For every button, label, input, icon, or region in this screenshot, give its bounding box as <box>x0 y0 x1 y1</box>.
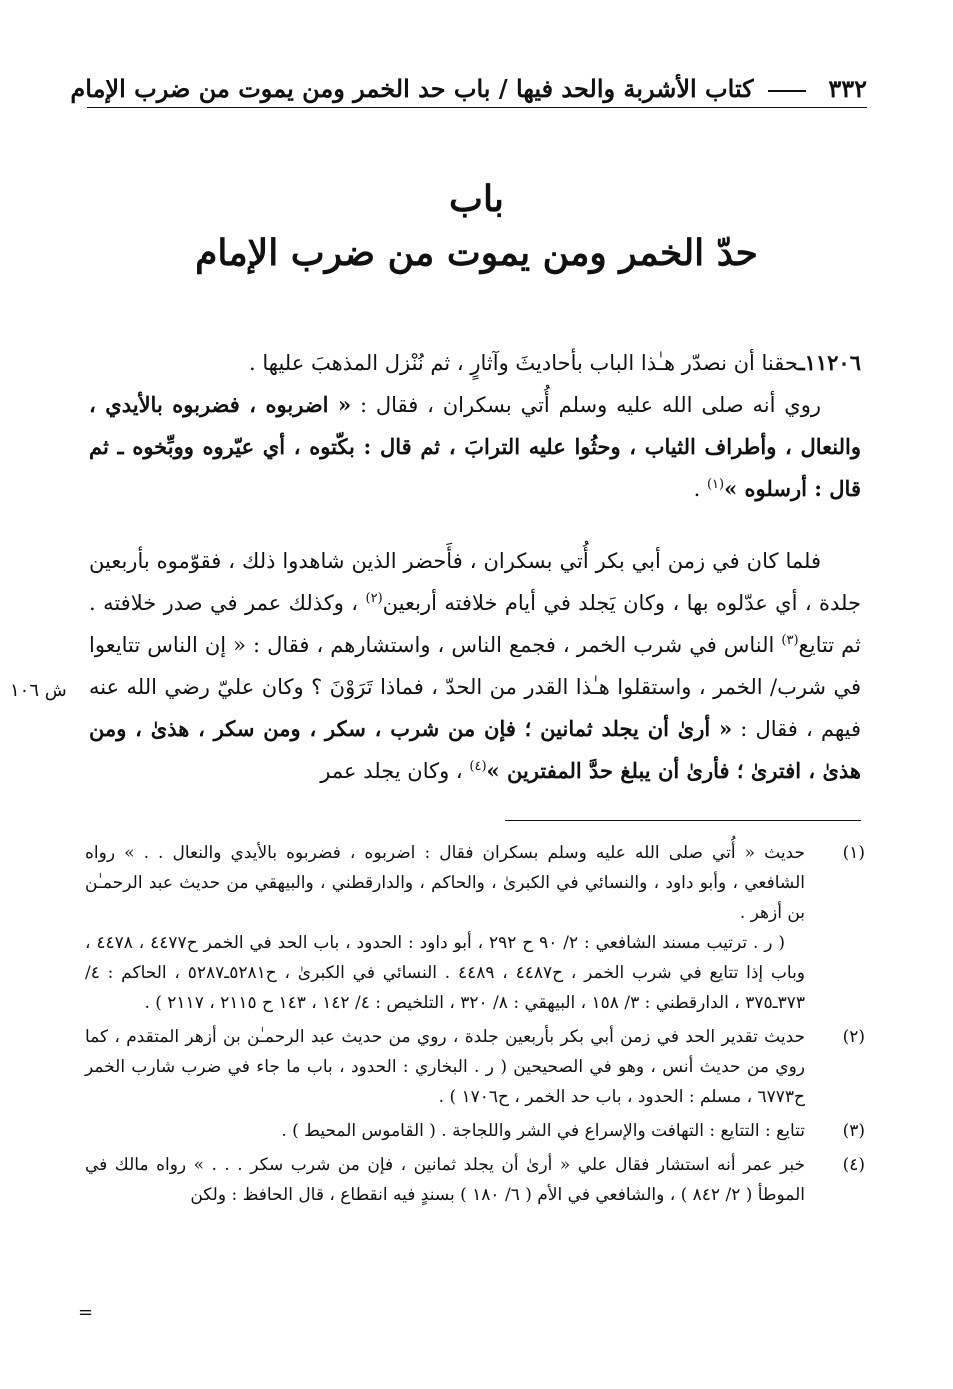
footnote-number: (٤) <box>842 1155 865 1175</box>
footnote-ref-3[interactable]: (٣) <box>781 633 799 648</box>
chapter-label: باب <box>449 178 504 220</box>
footnotes <box>85 838 865 1210</box>
hadith-text: روي أنه صلى الله عليه وسلم أُتي بسكران ، فقال : <box>359 393 821 417</box>
paragraph-intro <box>89 342 861 384</box>
footnote-number: (١) <box>842 843 865 863</box>
margin-note: ش ١٠٦ <box>10 680 67 701</box>
footnote-ref-2[interactable]: (٢) <box>365 591 383 606</box>
paragraph-number: ١١٢٠٦ـ <box>798 350 861 375</box>
text-segment-1: فلما كان في زمن أبي بكر أُتي بسكران ، فأَحضر الذين شاهدوا ذلك ، فقوّموه بأربعين جلدة ، أي عدّلوه بها ، وكان يَجلد في أيام خلافته أربعين <box>89 549 861 615</box>
footnote-text: خبر عمر أنه استشار فقال علي « أرىٰ أن يجلد ثمانين ، فإن من شرب سكر . . . » رواه مالك في الموطأ ( ٢/ ٨٤٢ ) ، والشافعي في الأم ( ٦/ ١٨٠ ) بسندٍ فيه انقطاع ، قال الحافظ : ولكن <box>85 1155 805 1205</box>
paragraph-abu-bakr <box>89 540 861 792</box>
abu-bakr-text <box>89 540 861 792</box>
footnote-1 <box>85 838 865 1018</box>
footnote-4 <box>85 1150 865 1210</box>
footnote-references: ( ر . ترتيب مسند الشافعي : ٢/ ٩٠ ح ٢٩٢ ، أبو داود : الحدود ، باب الحد في الخمر ح٤٤٧٧ ، ٤٤٧٨ ، وباب إذا تتايع في شرب الخمر ، ح٤٤٨٧ ، ٤٤٨٩ . النسائي في الكبرىٰ ، ح٥٢٨١ـ٥٢٨٧ ، الحاكم : ٤/ ٣٧٣ـ٣٧٥ ، الدارقطني : ٣/ ١٥٨ ، البيهقي : ٨/ ٣٢٠ ، التلخيص : ٤/ ١٤٢ ، ١٤٣ ح ٢١١٥ ، ٢١١٧ ) . <box>85 933 806 1013</box>
running-title: كتاب الأشربة والحد فيها / باب حد الخمر ومن يموت من ضرب الإمام <box>70 74 754 103</box>
footnote-text: حديث تقدير الحد في زمن أبي بكر بأربعين جلدة ، روي من حديث عبد الرحمـٰن بن أزهر المتقدم ، كما روي من حديث أنس ، وهو في الصحيحين ( ر . البخاري : الحدود ، باب ما جاء في ضرب شارب الخمر ح٦٧٧٣ ، مسلم : الحدود ، باب حد الخمر ، ح١٧٠٦ ) . <box>85 1027 805 1107</box>
text-segment-3: الناس في شرب الخمر ، فجمع الناس ، واستشارهم ، فقال : « إن الناس تتايعوا في شرب/ الخمر ، واستقلوا هـٰذا القدر من الحدّ ، فماذا تَرَوْنَ ؟ وكان عليّ رضي الله عنه فيهم ، فقال : <box>89 633 861 741</box>
footnote-ref-4[interactable]: (٤) <box>469 759 487 774</box>
hadith-quote: « اضربوه ، فضربوه بالأيدي ، والنعال ، وأطراف الثياب ، وحثُوا عليه الترابَ ، ثم قال : بكّتوه ، أي عيّروه ووبِّخوه ـ ثم قال : أرسلوه » <box>89 392 861 501</box>
hadith-end: . <box>693 477 707 501</box>
paragraph-11206 <box>89 342 861 510</box>
footnote-number: (٣) <box>842 1121 865 1141</box>
footnote-separator <box>505 820 861 821</box>
text-segment-2: ، وكذلك عمر في صدر خلافته . ثم تتايع <box>89 591 861 657</box>
chapter-title: حدّ الخمر ومن يموت من ضرب الإمام <box>195 232 758 274</box>
footnote-text: تتايع : التتايع : التهافت والإسراع في الشر واللجاجة . ( القاموس المحيط ) . <box>281 1121 805 1141</box>
footnote-number: (٢) <box>842 1027 865 1047</box>
text-segment-4: ، وكان يجلد عمر <box>320 759 470 783</box>
footnote-2 <box>85 1022 865 1112</box>
intro-text: حقنا أن نصدّر هـٰذا الباب بأحاديثَ وآثارٍ ، ثم نُنْزل المذهبَ عليها . <box>249 351 799 375</box>
footnote-ref-1[interactable]: (١) <box>706 477 725 492</box>
footnote-text: حديث « أُتي صلى الله عليه وسلم بسكران فقال : اضربوه ، فضربوه بالأيدي والنعال . . » رواه الشافعي ، وأبو داود ، والنسائي في الكبرىٰ ، والحاكم ، والدارقطني ، والبيهقي من حديث عبد الرحمـٰن بن أزهر . <box>85 843 805 923</box>
hadith-paragraph <box>89 384 861 510</box>
running-header <box>70 74 867 108</box>
ali-quote: « أرىٰ أن يجلد ثمانين ؛ فإن من شرب ، سكر ، ومن سكر ، هذىٰ ، ومن هذىٰ ، افترىٰ ؛ فأرىٰ أن يبلغ حدَّ المفترين » <box>89 716 861 783</box>
header-dash <box>768 90 806 92</box>
page-number: ٣٣٢ <box>828 74 867 103</box>
footnote-3 <box>85 1116 865 1146</box>
continuation-mark: = <box>78 1302 94 1323</box>
